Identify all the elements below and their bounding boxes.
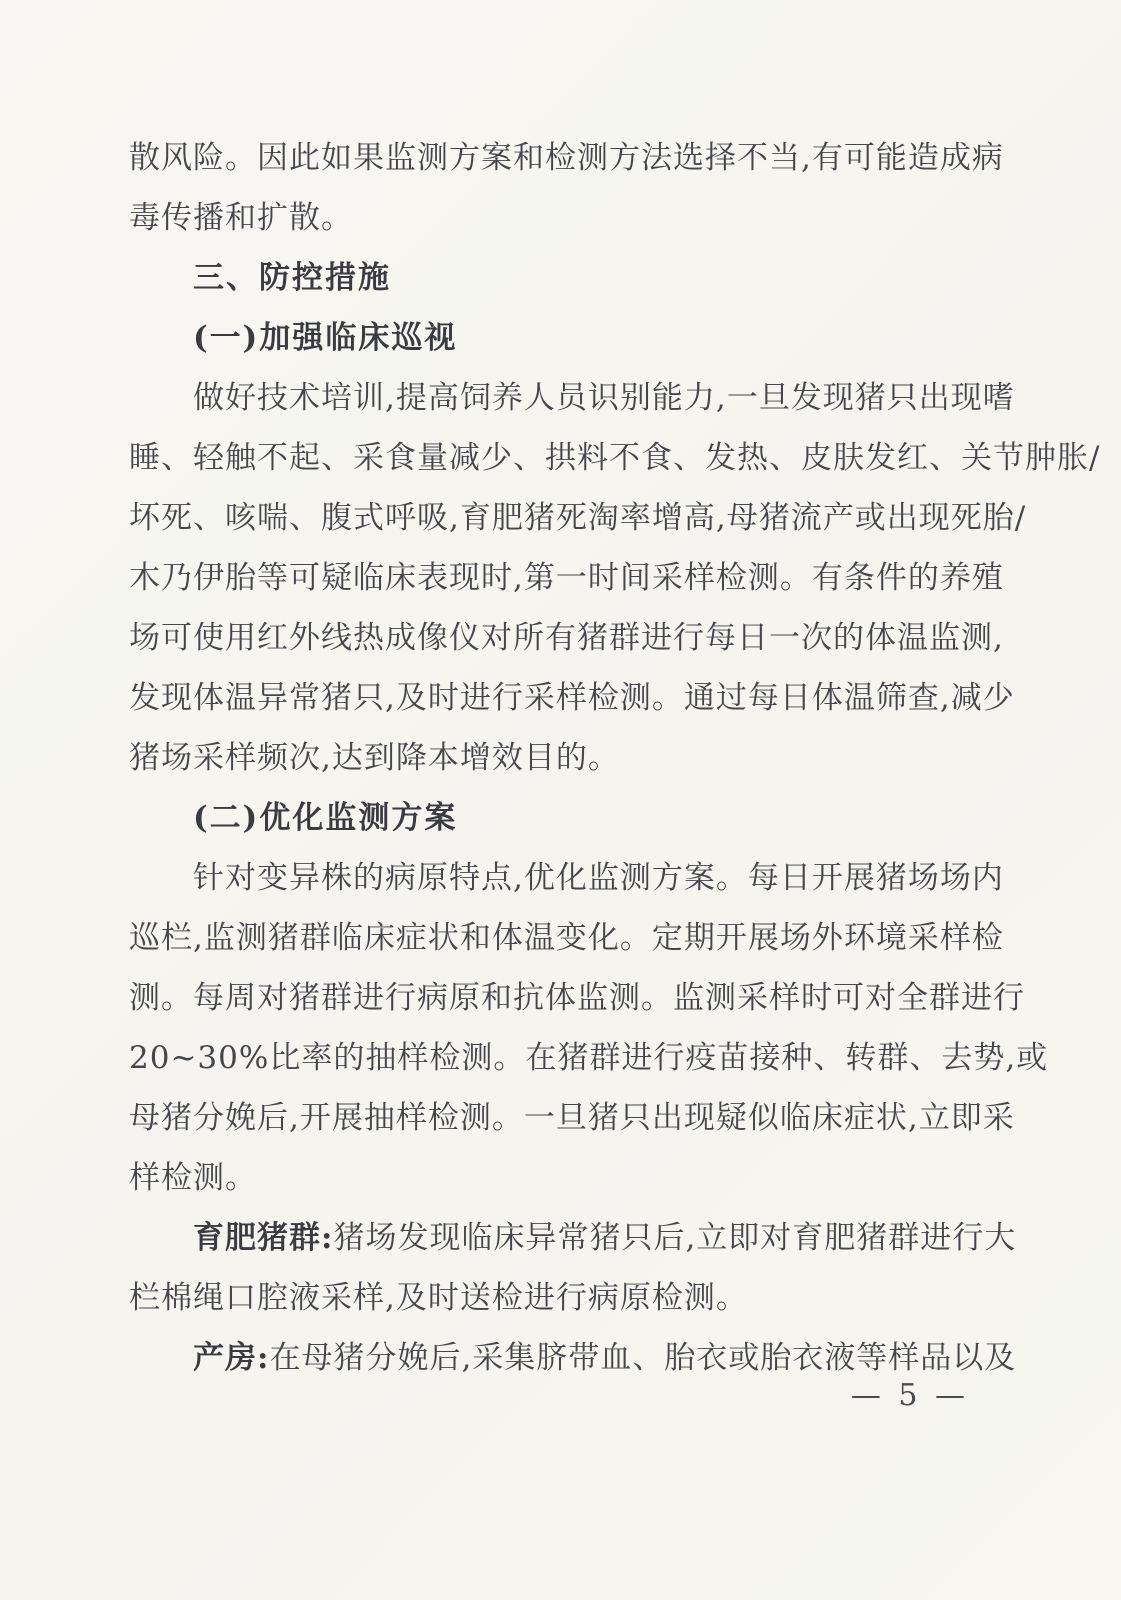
text-line: 测。每周对猪群进行病原和抗体监测。监测采样时可对全群进行 — [129, 980, 1025, 1016]
text-line: 场可使用红外线热成像仪对所有猪群进行每日一次的体温监测, — [129, 620, 1004, 656]
text-line: 针对变异株的病原特点,优化监测方案。每日开展猪场场内 — [193, 860, 1004, 896]
text-line: 栏棉绳口腔液采样,及时送检进行病原检测。 — [129, 1280, 748, 1316]
text-line: 睡、轻触不起、采食量减少、拱料不食、发热、皮肤发红、关节肿胀/ — [129, 440, 1101, 476]
text-line: 做好技术培训,提高饲养人员识别能力,一旦发现猪只出现嗜 — [193, 380, 1015, 416]
text-line: 20~30%比率的抽样检测。在猪群进行疫苗接种、转群、去势,或 — [129, 1040, 1049, 1076]
text-line: 毒传播和扩散。 — [129, 200, 353, 236]
document-body — [129, 128, 1101, 1388]
text-line: 母猪分娩后,开展抽样检测。一旦猪只出现疑似临床症状,立即采 — [129, 1100, 1015, 1136]
paragraph-clinical-patrol — [129, 368, 1101, 788]
text-line: 散风险。因此如果监测方案和检测方法选择不当,有可能造成病 — [129, 140, 1004, 176]
text-line: 发现体温异常猪只,及时进行采样检测。通过每日体温筛查,减少 — [129, 680, 1015, 716]
text-line: 木乃伊胎等可疑临床表现时,第一时间采样检测。有条件的养殖 — [129, 560, 1004, 596]
sub-heading-2: (二)优化监测方案 — [193, 800, 458, 836]
text-line — [129, 1208, 1017, 1268]
paragraph-continuation — [129, 128, 1004, 248]
text-segment: 猪场发现临床异常猪只后,立即对育肥猪群进行大 — [333, 1220, 1017, 1256]
page-number: — 5 — — [850, 1378, 969, 1413]
run-in-heading-farrowing: 产房: — [193, 1340, 270, 1376]
text-line: 样检测。 — [129, 1160, 257, 1196]
paragraph-monitoring-plan — [129, 848, 1049, 1208]
text-line: 坏死、咳喘、腹式呼吸,育肥猪死淘率增高,母猪流产或出现死胎/ — [129, 500, 1027, 536]
text-line: 巡栏,监测猪群临床症状和体温变化。定期开展场外环境采样检 — [129, 920, 1004, 956]
text-segment: 在母猪分娩后,采集脐带血、胎衣或胎衣液等样品以及 — [269, 1340, 1017, 1376]
text-line: 猪场采样频次,达到降本增效目的。 — [129, 740, 620, 776]
paragraph-fattening-herd — [129, 1208, 1017, 1328]
run-in-heading-fattening: 育肥猪群: — [193, 1220, 334, 1256]
section-heading: 三、防控措施 — [193, 260, 391, 296]
sub-heading-1: (一)加强临床巡视 — [193, 320, 458, 356]
